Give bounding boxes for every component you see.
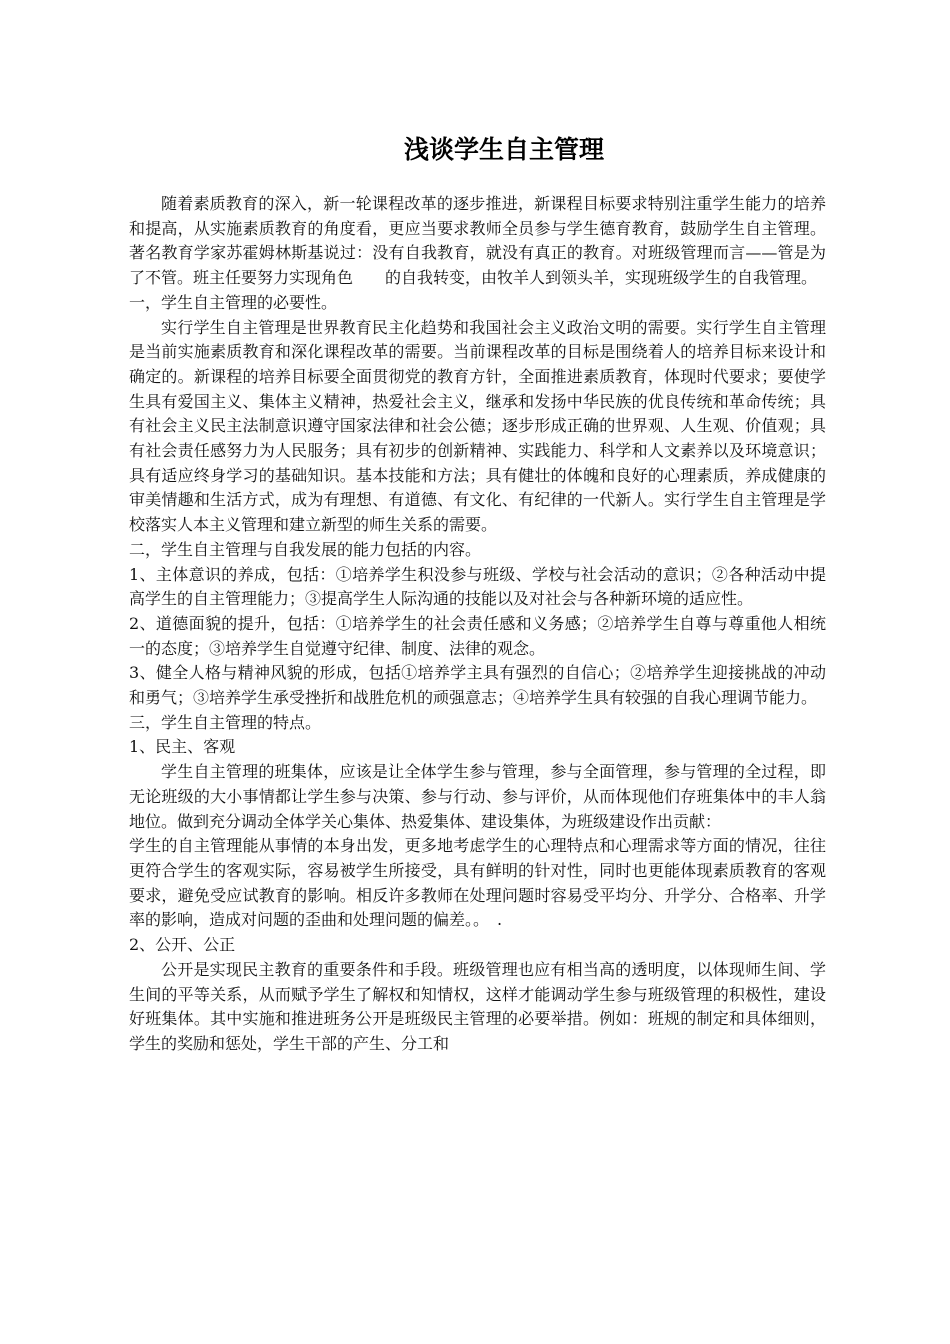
section-heading-2: 二，学生自主管理与自我发展的能力包括的内容。 [129, 539, 482, 559]
paragraph-intro: 随着素质教育的深入，新一轮课程改革的逐步推进，新课程目标要求特别注重学生能力的培养和提高，从实施素质教育的角度看，更应当要求教师全员参与学生德育教育，鼓励学生自主管理。著名教育学家苏霍姆林斯基说过：没有自我教育，就没有真正的教育。对班级管理而言——管是为了不管。班主任要努力实现角色 的自我转变，由牧羊人到领头羊，实现班级学生的自我管理。 [129, 194, 826, 288]
document-body [129, 192, 826, 1057]
paragraph-democratic: 学生自主管理的班集体，应该是让全体学生参与管理，参与全面管理，参与管理的全过程，即无论班级的大小事情都让学生参与决策、参与行动、参与评价，从而体现他们存班集体中的丰人翁地位。做到充分调动全体学关心集体、热爱集体、建设集体，为班级建设作出贡献： [129, 762, 826, 831]
section-heading-1: 一，学生自主管理的必要性。 [129, 292, 338, 312]
section-heading-3: 三，学生自主管理的特点。 [129, 712, 322, 732]
document-title: 浅谈学生自主管理 [403, 135, 604, 164]
paragraph-objective: 学生的自主管理能从事情的本身出发，更多地考虑学生的心理特点和心理需求等方面的情况，往往更符合学生的客观实际，容易被学生所接受，具有鲜明的针对性，同时也更能体现素质教育的客观要求，避免受应试教育的影响。相反许多教师在处理问题时容易受平均分、升学分、合格率、升学率的影响，造成对问题的歪曲和处理问题的偏差。。 . [129, 836, 826, 930]
paragraph-open: 公开是实现民主教育的重要条件和手段。班级管理也应有相当高的透明度，以体现师生间、学生间的平等关系，从而赋予学生了解权和知情权，这样才能调动学生参与班级管理的积极性，建设好班集体。其中实施和推进班务公开是班级民主管理的必要举措。例如：班规的制定和具体细则，学生的奖励和惩处，学生干部的产生、分工和 [129, 959, 826, 1053]
paragraph-necessity: 实行学生自主管理是世界教育民主化趋势和我国社会主义政治文明的需要。实行学生自主管理是当前实施素质教育和深化课程改革的需要。当前课程改革的目标是围绕着人的培养目标来设计和确定的。新课程的培养目标要全面贯彻党的教育方针，全面推进素质教育，体现时代要求；要使学生具有爱国主义、集体主义精神，热爱社会主义，继承和发扬中华民族的优良传统和革命传统；具有社会主义民主法制意识遵守国家法律和社会公德；逐步形成正确的世界观、人生观、价值观；具有社会责任感努力为人民服务；具有初步的创新精神、实践能力、科学和人文素养以及环境意识；具有适应终身学习的基础知识。基本技能和方法；具有健壮的体魄和良好的心理素质，养成健康的审美情趣和生活方式，成为有理想、有道德、有文化、有纪律的一代新人。实行学生自主管理是学校落实人本主义管理和建立新型的师生关系的需要。 [129, 317, 826, 535]
list-item-personality: 3、健全人格与精神风貌的形成，包括①培养学主具有强烈的自信心；②培养学生迎接挑战的冲动和勇气；③培养学生承受挫折和战胜危机的顽强意志；④培养学生具有较强的自我心理调节能力。 [129, 663, 826, 708]
list-item-moral: 2、道德面貌的提升，包括：①培养学生的社会责任感和义务感；②培养学生自尊与尊重他人相统一的态度；③培养学生自觉遵守纪律、制度、法律的观念。 [129, 613, 826, 658]
list-item-subject-awareness: 1、主体意识的养成，包括：①培养学生积没参与班级、学校与社会活动的意识；②各种活动中提高学生的自主管理能力；③提高学生人际沟通的技能以及对社会与各种新环境的适应性。 [129, 564, 826, 609]
subheading-open-fair: 2、公开、公正 [129, 935, 236, 955]
subheading-democratic-objective: 1、民主、客观 [129, 737, 236, 757]
